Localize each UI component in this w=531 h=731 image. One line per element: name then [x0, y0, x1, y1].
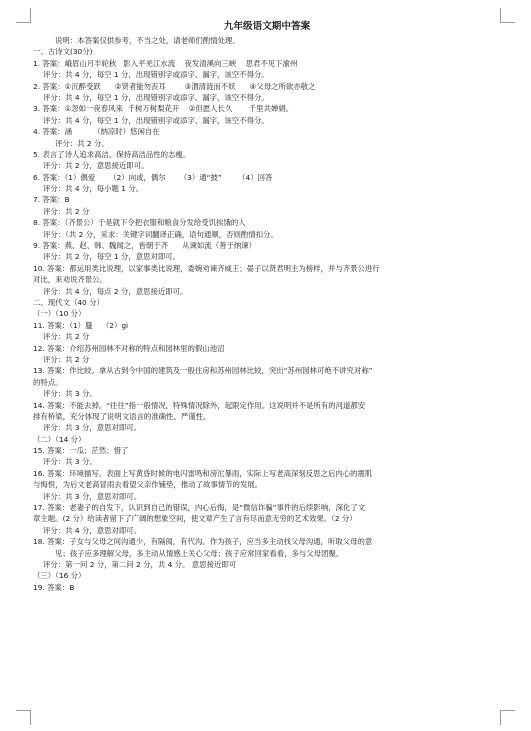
- document-line: 评分：共 3 分，意思对即可。: [43, 491, 142, 501]
- document-line: 7. 答案：B: [33, 195, 70, 205]
- answer-document: [33, 19, 501, 593]
- document-line: 评分：共 4 分，每空 1 分，出现错别字或添字、漏字，该空不得分。: [43, 70, 269, 80]
- document-line: （一）（10 分）: [33, 309, 86, 319]
- document-line: 8. 答案：（齐景公）于是就下令把衣服和粮食分发给受饥挨饿的人: [33, 218, 246, 228]
- document-line: 章主题。(2 分）给读者留下了广阔的想象空间，使文章产生了言有尽而意无穷的艺术效果。（2 分）: [33, 514, 357, 524]
- document-line: 评分：共 4 分，每空 1 分，出现错别字或添字、漏字，该空不得分。: [43, 92, 269, 102]
- document-line: 评分：共 2 分: [43, 354, 90, 364]
- document-line: 12. 答案：介绍苏州园林不对称的特点和园林里的假山池沼: [33, 343, 225, 353]
- document-line: （二）（14 分）: [33, 434, 86, 444]
- document-title: 九年级语文期中答案: [223, 21, 311, 32]
- crop-mark-top-left: [16, 8, 31, 23]
- document-line: 1. 答案：峨眉山月半轮秋 影入平羌江水流 夜发清溪向三峡 思君不见下渝州: [33, 58, 298, 68]
- document-line: 评分：共 4 分，每小题 1 分。: [43, 184, 144, 194]
- document-line: 二、现代文（40 分）: [33, 297, 104, 307]
- document-line: 评分：共 3 分。: [43, 457, 97, 467]
- document-line: 5. 表言了诗人追求高洁、保持高洁品性的志瘦。: [33, 149, 191, 159]
- document-line: 14. 答案：不能去掉。“往往”指一般情况，特殊情况除外，起限定作用。这说明并不是所有的河道都安: [33, 400, 366, 410]
- document-line: 19. 答案：B: [33, 582, 75, 592]
- document-line: 18. 答案：子女与父母之间沟通少，有隔阂，有代沟。作为孩子，应当多主动找父母沟通，听取父母的意: [33, 537, 373, 547]
- document-line: 15. 答案：一瓜；茫然；惜了: [33, 446, 129, 456]
- document-line: 评分：共 3 分。: [43, 389, 97, 399]
- answer-lines: [33, 46, 501, 593]
- crop-mark-bottom-left: [16, 710, 31, 725]
- document-line: 排有桥梁，充分体现了说明文语言的准确性、严谨性。: [33, 411, 211, 421]
- document-line: 评分：共 2 分: [43, 206, 90, 216]
- document-line: 9. 答案：燕、赵、韩、魏闻之，皆朝于齐 从谏如流（善于纳谏）: [33, 241, 257, 251]
- document-line: 评分：共 2 分，意思接近即可。: [43, 161, 149, 171]
- document-line: 评分：共 2 分，每空 1 分，意思对即可。: [43, 252, 181, 262]
- document-line: 评分：共 4 分，每点 2 分，意思接近即可。: [43, 286, 188, 296]
- document-line: 4. 答案：涵 （纳凉时）悠闲自在: [33, 127, 160, 137]
- document-line: 评分：共 4 分，每空 1 分，出现错别字或添字、漏字，该空不得分。: [43, 115, 269, 125]
- document-line: （三）（16 分）: [33, 571, 86, 581]
- document-line: 的特点。: [33, 377, 63, 387]
- document-line: 11. 答案：（1）蜃 （2）gì: [33, 320, 129, 330]
- document-note: 说明：本答案仅供参考，不当之处，请老师们酌情处理。: [55, 36, 240, 45]
- document-line: 17. 答案：老妻子的自发下，认识到自己的错误，内心后悔，是“微信诈骗”事件的后续影响，深化了文: [33, 503, 366, 513]
- document-line: 评分：共 2 分。: [55, 138, 109, 148]
- document-line: 16. 答案：环境描写。表面上写黄昏时候的电闪雷鸣和滂沱暴雨，实际上写老高深刻反思之后内心的震肌: [33, 468, 373, 478]
- document-line: 与悔恨，为后文老高冒雨去看望父亲作铺垫，推动了故事情节的发展。: [33, 480, 263, 490]
- document-line: 10. 答案：都运用类比说理，以家事类比说理，委婉劝谏齐威王；晏子以贤君明主为榜样，并与齐景公进行: [33, 263, 380, 273]
- document-line: 13. 答案：作比较。拿从古到今中国的建筑及一般住房和苏州园林比较，突出“苏州园林可绝不讲究对称”: [33, 366, 373, 376]
- document-line: 评分：共 4 分，意思对即可。: [43, 525, 142, 535]
- document-line: 见；孩子应多理解父母，多主动从情感上关心父母；孩子应常回家看看，多与父母团聚。: [55, 548, 344, 558]
- document-line: 评分：共 3 分，意思对即可。: [43, 423, 142, 433]
- document-line: 3. 答案：①忽如一夜春风来 千树万树梨花开 ②但愿人长久 千里共婵娟。: [33, 104, 294, 114]
- document-line: 一、古诗文(30分): [33, 47, 93, 57]
- document-line: 评分：第一问 2 分，第二问 2 分，共 4 分。 意思接近即可: [43, 559, 237, 569]
- crop-mark-top-right: [500, 8, 515, 23]
- crop-mark-bottom-right: [500, 710, 515, 725]
- document-line: 对比，来劝说齐景公。: [33, 275, 107, 285]
- document-line: 6. 答案：（1）偶爱 （2）向或，偶尔 （3）通“披” （4）回答: [33, 172, 273, 182]
- document-line: 2. 答案：①沉醉受跃 ②贤者能勿丧耳 ③渭清涟而不妖 ④父母之所欲亦敬之: [33, 81, 316, 91]
- document-line: 评分：（共 2 分，采求：关键字词翻译正确，语句通顺，否则酌情扣分。: [43, 229, 278, 239]
- document-line: 评分：共 2 分: [43, 332, 90, 342]
